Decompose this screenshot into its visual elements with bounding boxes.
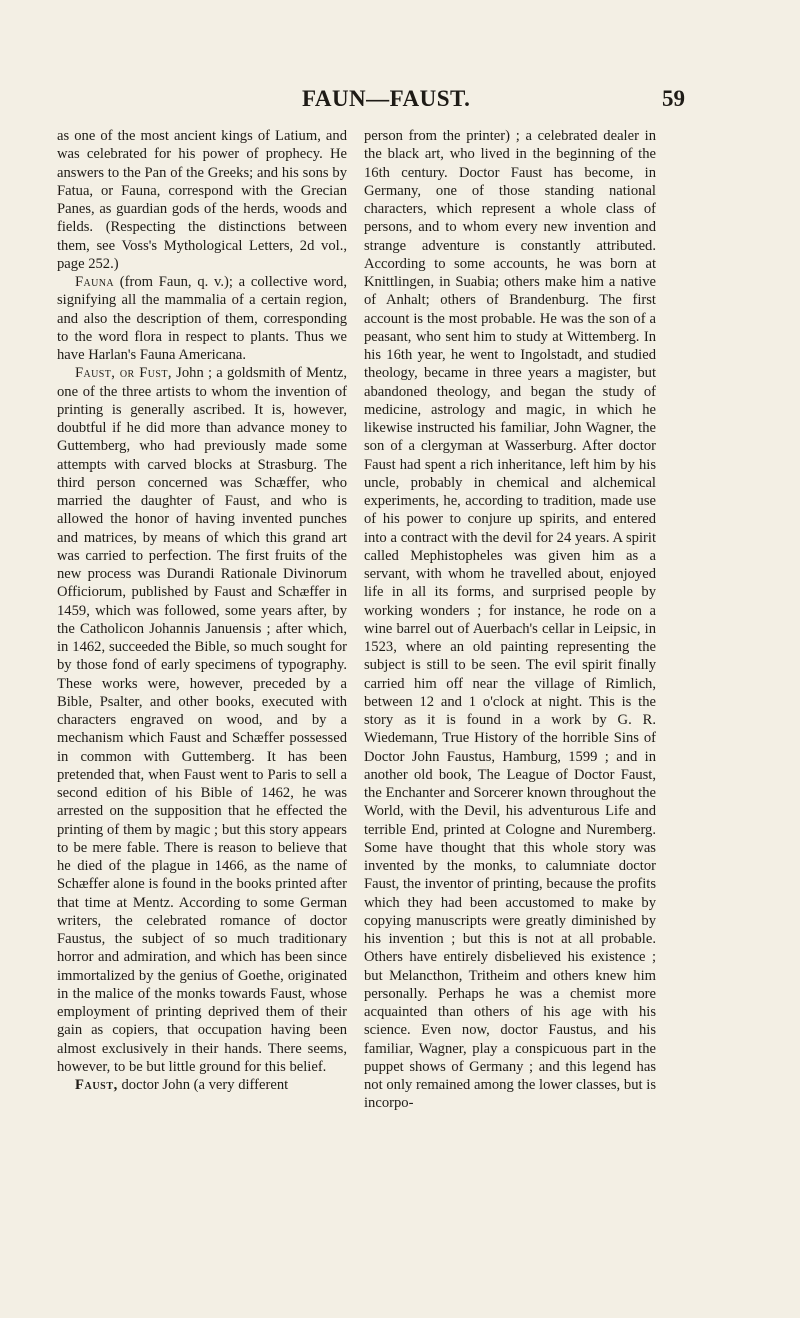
faust-doctor-text: doctor John (a very different	[117, 1077, 289, 1093]
fauna-entry	[57, 273, 347, 364]
faust-doctor-headword: Faust,	[75, 1077, 118, 1093]
fust-headword: Faust, or Fust,	[75, 365, 172, 382]
fust-text: John ; a goldsmith of Mentz, one of the three artists to whom the invention of printing is generally ascribed. It is, however, doubtful if he did more than advance money to Guttemberg, who had previously made some attempts with carved blocks at Strasburg. The third person concerned was Schæffer, who married the daughter of Faust, and who is allowed the honor of having invented punches and matrices, by means of which this grand art was carried to perfection. The first fruits of the new process was Durandi Rationale Divinorum Officiorum, published by Faust and Schæffer in 1459, which was followed, some years after, by the Catholicon Johannis Januensis ; after which, in 1462, succeeded the Bible, so much sought for by those fond of early specimens of typography. These works were, however, preceded by a Bible, Psalter, and other books, executed with characters engraved on wood, and by a mechanism which Faust and Schæffer possessed in common with Guttemberg. It has been pretended that, when Faust went to Paris to sell a second edition of his Bible of 1462, he was arrested on the supposition that he effected the printing of them by magic ; but this story appears to be mere fable. There is reason to believe that he died of the plague in 1466, as the name of Schæffer alone is found in the books printed after that time at Mentz. According to some German writers, the celebrated romance of doctor Faustus, the subject of so much traditionary horror and admiration, and which has been since immortalized by the genius of Goethe, originated in the malice of the monks towards Faust, whose employment of printing deprived them of their gain as copiers, that occupation having been almost exclusively in their hands. There seems, however, to be but little ground for this belief.	[57, 365, 347, 1075]
page-number: 59	[662, 86, 685, 111]
fauna-text: (from Faun, q. v.); a collective word, signifying all the mammalia of a certain region, and also the description of them, corresponding to the word flora in respect to plants. Thus we have Harlan's Fauna Americana.	[57, 274, 347, 363]
faust-doctor-entry	[57, 1076, 347, 1094]
page-header	[0, 86, 800, 116]
faust-doctor-entry-continued: person from the printer) ; a celebrated dealer in the black art, who lived in the beginning of the 16th century. Doctor Faust has become, in Germany, one of those standing national characters, which represent a whole class of persons, and to whom every new invention and strange adventure is constantly attributed. According to some accounts, he was born at Knittlingen, in Suabia; others make him a native of Anhalt; others of Brandenburg. The first account is the most probable. He was the son of a peasant, who sent him to study at Wittemberg. In his 16th year, he went to Ingolstadt, and studied theology, became in three years a magister, but abandoned theology, and began the study of medicine, astrology and magic, in which he likewise instructed his familiar, John Wagner, the son of a clergyman at Wasserburg. After doctor Faust had spent a rich inheritance, left him by his uncle, probably in chemical and alchemical experiments, he, according to tradition, made use of his power to conjure up spirits, and entered into a contract with the devil for 24 years. A spirit called Mephistopheles was given him as a servant, with whom he travelled about, enjoyed life in all its forms, and surprised people by working wonders ; for instance, he rode on a wine barrel out of Auerbach's cellar in Leipsic, in 1523, where an old painting representing the subject is still to be seen. The evil spirit finally carried him off near the village of Rimlich, between 12 and 1 o'clock at night. This is the story as it is found in a work by G. R. Wiedemann, True History of the horrible Sins of Doctor John Faustus, Hamburg, 1599 ; and in another old book, The League of Doctor Faust, the Enchanter and Sorcerer known throughout the World, with the Devil, his adventurous Life and terrible End, printed at Cologne and Nuremberg. Some have thought that this whole story was invented by the monks, to calumniate doctor Faust, the inventor of printing, because the profits which they had been accustomed to make by copying manuscripts were greatly diminished by his invention ; but this is not at all probable. Others have entirely disbelieved his existence ; but Melancthon, Tritheim and others knew him personally. Perhaps he was a chemist more acquainted than others of his age with his science. Even now, doctor Faustus, and his familiar, Wagner, play a conspicuous part in the puppet shows of Germany ; and this legend has not only remained among the lower classes, but is incorpo-	[364, 128, 656, 1112]
right-column	[364, 127, 656, 1113]
running-head: FAUN—FAUST.	[302, 86, 471, 111]
faun-entry-continued: as one of the most ancient kings of Latium, and was celebrated for his power of prophecy. He answers to the Pan of the Greeks; and his sons by Fatua, or Fauna, correspond with the Grecian Panes, as guardian gods of the herds, woods and fields. (Respecting the distinctions between them, see Voss's Mythological Letters, 2d vol., page 252.)	[57, 128, 347, 272]
left-column	[57, 127, 347, 1094]
fauna-headword: Fauna	[75, 274, 115, 290]
fust-entry	[57, 364, 347, 1076]
